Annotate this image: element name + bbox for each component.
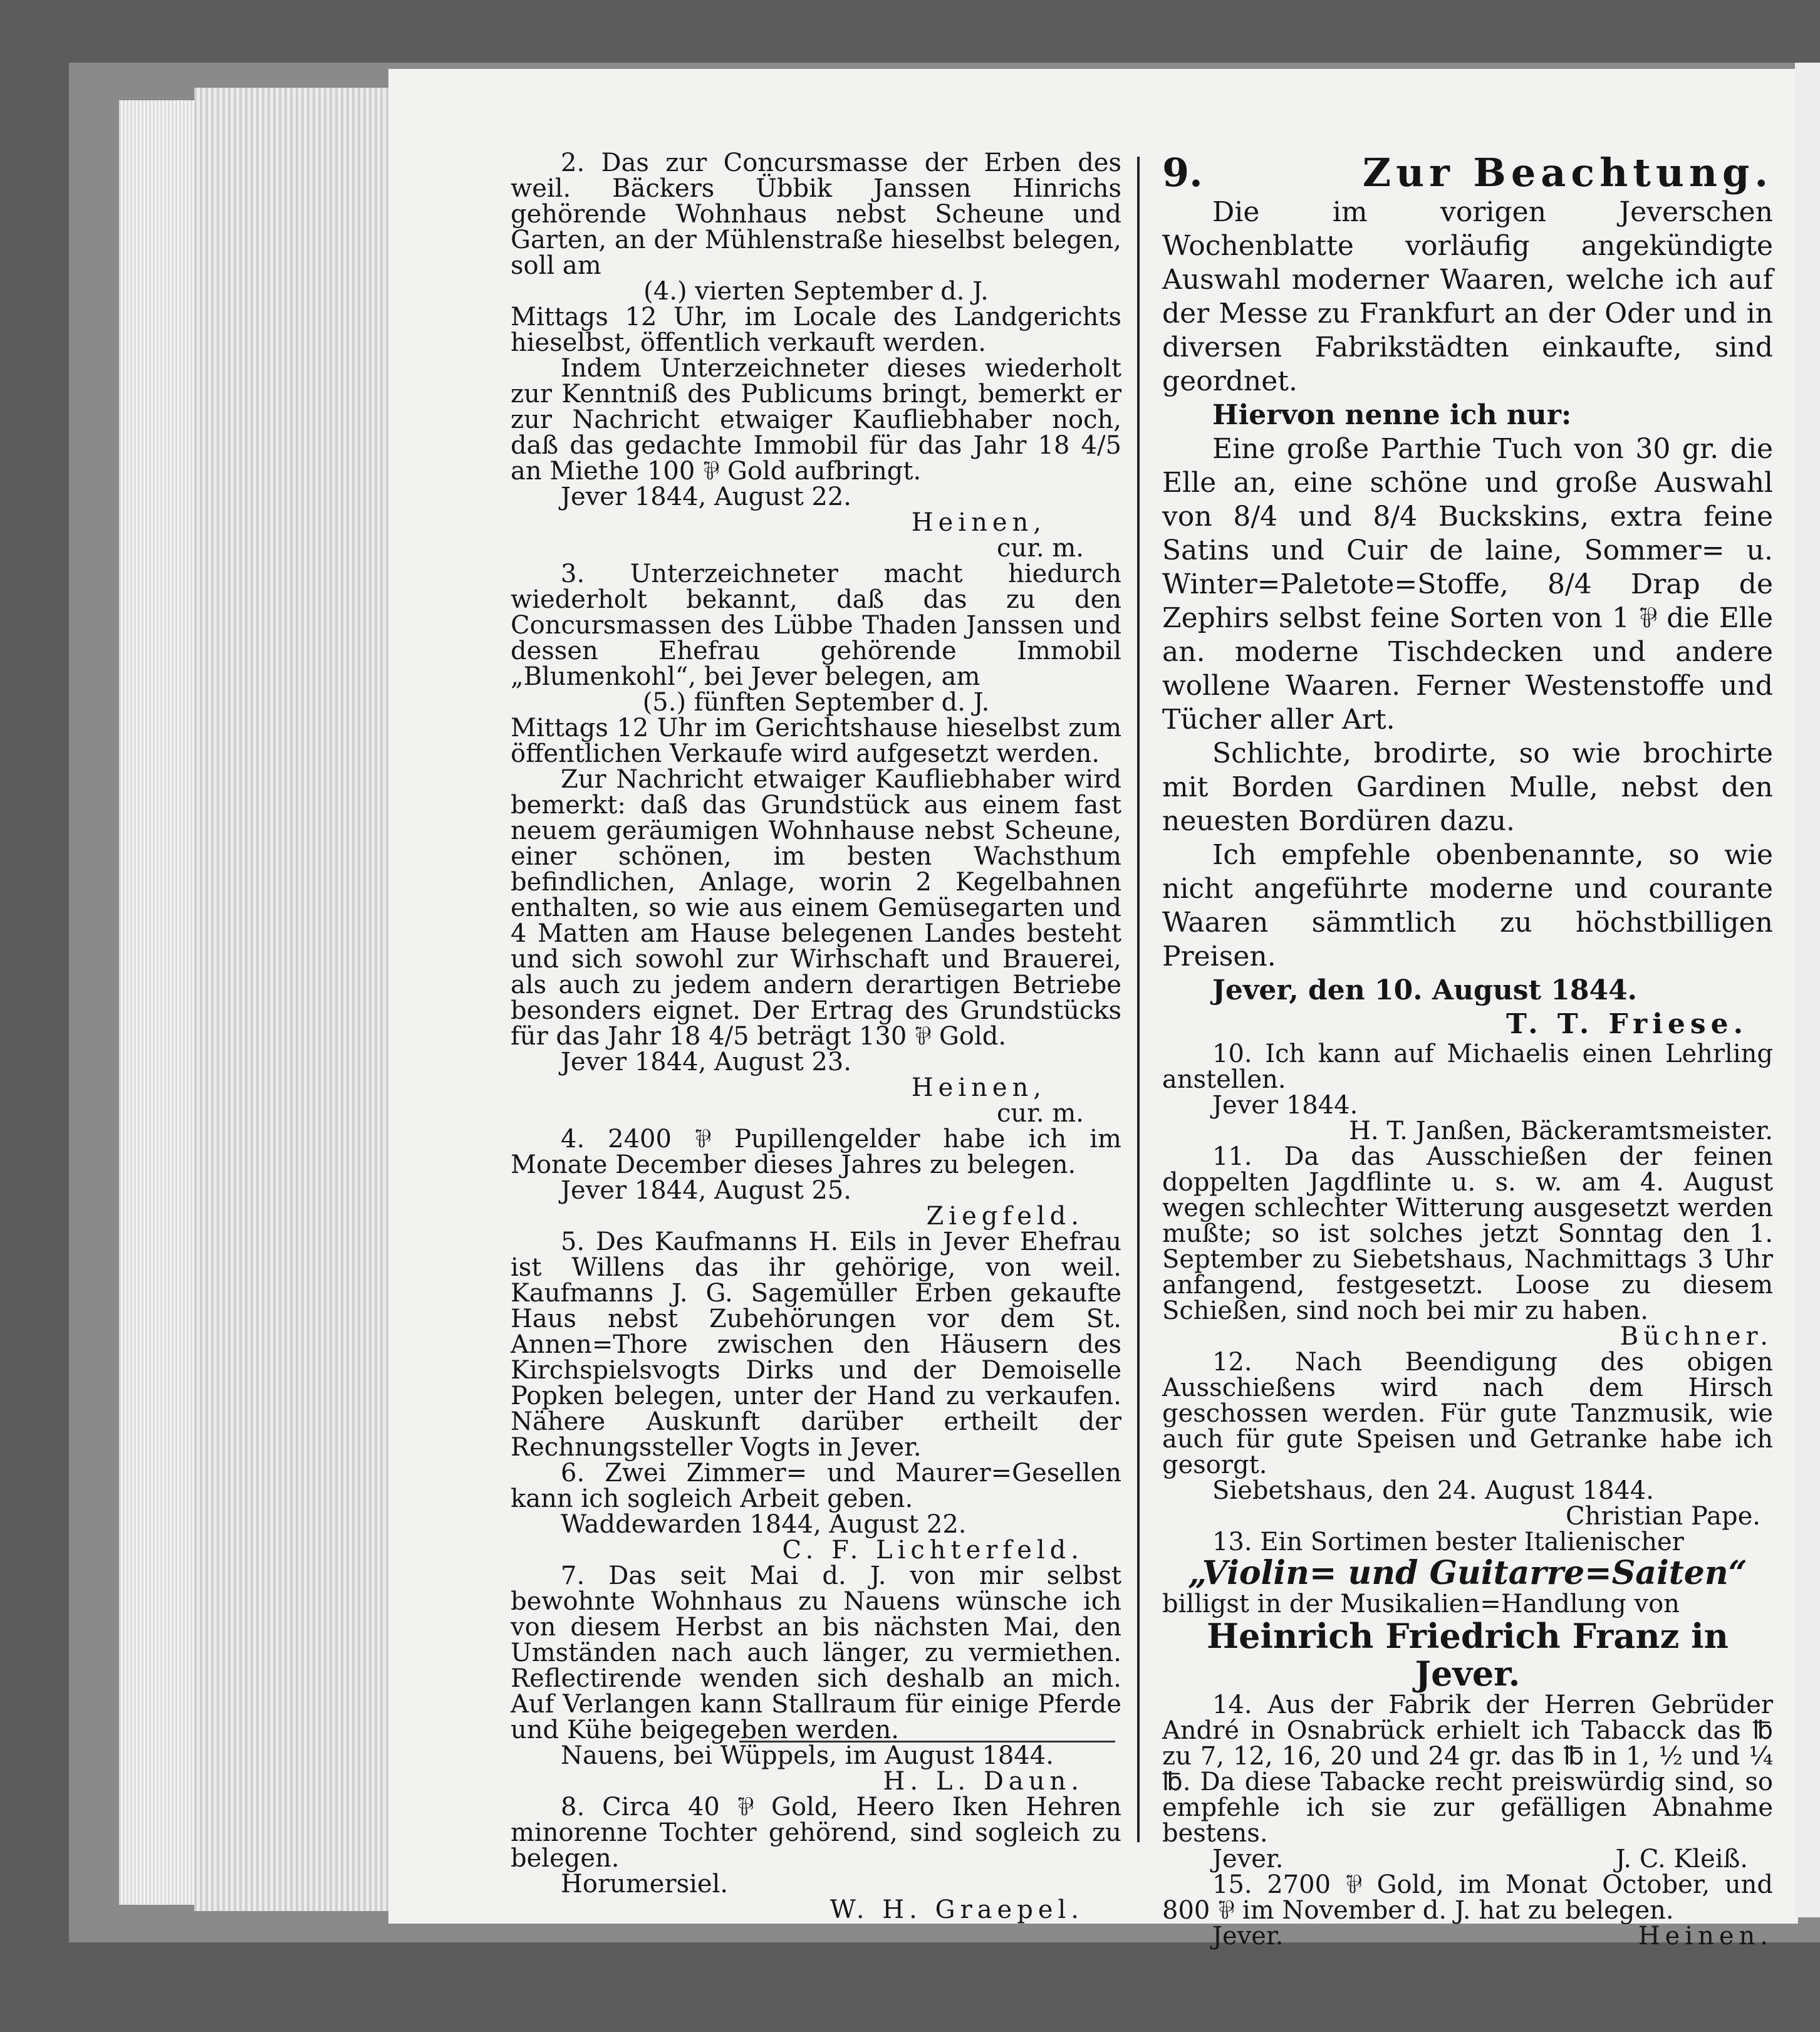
entry-3-signature: Heinen, bbox=[911, 1073, 1046, 1102]
entry-9-signature: T. T. Friese. bbox=[1506, 1008, 1748, 1040]
entry-2-text3: Indem Unterzeichneter dieses wiederholt zur Kenntniß des Publicums bringt, bemerkt er zur Nachricht etwaiger Kaufliebhaber noch, daß das gedachte Immobil für das Jahr 18 4/5 an Miethe 100 ⅌ Gold aufbringt. bbox=[511, 354, 1121, 486]
column-divider bbox=[1137, 157, 1140, 1842]
entry-12-place: Siebetshaus, den 24. August 1844. bbox=[1212, 1476, 1654, 1505]
entry-14-text: 14. Aus der Fabrik der Herren Gebrüder André in Osnabrück erhielt ich Tabacck das ℔ zu 7, 12, 16, 20 und 24 gr. das ℔ in 1, ½ und ¼ ℔. Da diese Tabacke recht preiswürdig sind, so empfehle ich sie zur gefälligen Abnahme bestens. bbox=[1162, 1691, 1773, 1848]
entry-13-text: 13. Ein Sortimen bester Italienischer bbox=[1212, 1528, 1684, 1556]
entry-14-signature: J. C. Kleiß. bbox=[1615, 1845, 1748, 1873]
entry-8-signature: W. H. Graepel. bbox=[829, 1895, 1084, 1924]
entry-6-place: Waddewarden 1844, August 22. bbox=[561, 1510, 967, 1539]
page-stack bbox=[194, 88, 401, 1911]
entry-9-text4: Schlichte, brodirte, so wie brochirte mit Borden Gardinen Mulle, nebst den neuesten Bordüren dazu. bbox=[1162, 737, 1773, 837]
entry-2-date: (4.) vierten September d. J. bbox=[643, 277, 989, 306]
right-column bbox=[1162, 150, 1773, 1949]
entry-9-place: Jever, den 10. August 1844. bbox=[1212, 974, 1638, 1006]
entry-10-text: 10. Ich kann auf Michaelis einen Lehrling anstellen. bbox=[1162, 1039, 1773, 1094]
entry-8-text: 8. Circa 40 ⅌ Gold, Heero Iken Hehren minorenne Tochter gehörend, sind sogleich zu belegen. bbox=[511, 1793, 1121, 1873]
entry-12-signature: Christian Pape. bbox=[1566, 1502, 1760, 1531]
entry-7-text: 7. Das seit Mai d. J. von mir selbst bewohnte Wohnhaus zu Nauens wünsche ich von diesem Herbst an bis nächsten Mai, den Umständen nach auch länger, zu vermiethen. Reflectirende wenden sich deshalb an mich. Auf Verlangen kann Stallraum für einige Pferde und Kühe beigegeben werden. bbox=[511, 1561, 1121, 1744]
entry-10-place: Jever 1844. bbox=[1212, 1091, 1358, 1120]
entry-9-number: 9. bbox=[1162, 150, 1203, 195]
entry-2-signature: Heinen, bbox=[911, 508, 1046, 537]
entry-10-signature: H. T. Janßen, Bäckeramtsmeister. bbox=[1349, 1117, 1773, 1145]
entry-11-signature: Büchner. bbox=[1620, 1322, 1773, 1351]
entry-7-place: Nauens, bei Wüppels, im August 1844. bbox=[561, 1741, 1054, 1770]
entry-7-signature: H. L. Daun. bbox=[883, 1767, 1084, 1796]
entry-9-heading bbox=[1162, 150, 1773, 195]
entry-3-date: (5.) fünften September d. J. bbox=[642, 688, 990, 717]
entry-6-text: 6. Zwei Zimmer= und Maurer=Gesellen kann ich sogleich Arbeit geben. bbox=[511, 1459, 1121, 1513]
entry-15-footer bbox=[1162, 1924, 1773, 1949]
entry-3-text: 3. Unterzeichneter macht hiedurch wiederholt bekannt, daß das zu den Concursmassen des Lübbe Thaden Janssen und dessen Ehefrau gehörende Immobil „Blumenkohl“, bei Jever belegen, am bbox=[511, 560, 1121, 691]
entry-13-title: „Violin= und Guitarre=Saiten“ bbox=[1188, 1554, 1747, 1592]
entry-9-title: Zur Beachtung. bbox=[1362, 150, 1773, 195]
entry-14-place: Jever. bbox=[1212, 1845, 1284, 1873]
entry-9-text2: Hiervon nenne ich nur: bbox=[1212, 399, 1572, 431]
book-spine-edge bbox=[119, 100, 207, 1905]
entry-2-place: Jever 1844, August 22. bbox=[561, 482, 851, 511]
entry-4-text: 4. 2400 ⅌ Pupillengelder habe ich im Monate December dieses Jahres zu belegen. bbox=[511, 1125, 1121, 1179]
entry-9-text: Die im vorigen Jeverschen Wochenblatte vorläufig angekündigte Auswahl moderner Waaren, welche ich auf der Messe zu Frankfurt an der Oder und in diversen Fabrikstädten einkaufte, sind geordnet. bbox=[1162, 196, 1773, 397]
entry-8-place: Horumersiel. bbox=[561, 1870, 729, 1899]
entry-3-text3: Zur Nachricht etwaiger Kaufliebhaber wird bemerkt: daß das Grundstück aus einem fast neuem geräumigen Wohnhause nebst Scheune, einer schönen, im besten Wachsthum befindlichen, Anlage, worin 2 Kegelbahnen enthalten, so wie aus einem Gemüsegarten und 4 Matten am Hause belegenen Landes besteht und sich sowohl zur Wirhschaft und Brauerei, als auch zu jedem andern derartigen Betriebe besonders eignet. Der Ertrag des Grundstücks für das Jahr 18 4/5 beträgt 130 ⅌ Gold. bbox=[511, 765, 1121, 1051]
entry-6-signature: C. F. Lichterfeld. bbox=[782, 1536, 1084, 1565]
entry-3-text2: Mittags 12 Uhr im Gerichtshause hieselbst zum öffentlichen Verkaufe wird aufgesetzt werden. bbox=[511, 714, 1121, 768]
entry-4-place: Jever 1844, August 25. bbox=[561, 1176, 851, 1205]
next-page-edge bbox=[1795, 63, 1820, 1917]
left-column bbox=[511, 150, 1121, 1923]
entry-13-text2: billigst in der Musikalien=Handlung von bbox=[1162, 1590, 1680, 1618]
entry-2-signature-role: cur. m. bbox=[997, 534, 1084, 563]
entry-4-signature: Ziegfeld. bbox=[926, 1202, 1084, 1231]
entry-2-text: 2. Das zur Concursmasse der Erben des weil. Bäckers Übbik Janssen Hinrichs gehörende Wohnhaus nebst Scheune und Garten, an der Mühlenstraße hieselbst belegen, soll am bbox=[511, 148, 1121, 280]
entry-3-place: Jever 1844, August 23. bbox=[561, 1048, 851, 1076]
entry-2-text2: Mittags 12 Uhr, im Locale des Landgerichts hieselbst, öffentlich verkauft werden. bbox=[511, 303, 1121, 357]
entry-9-text5: Ich empfehle obenbenannte, so wie nicht angeführte moderne und courante Waaren sämmtlich zu höchstbilligen Preisen. bbox=[1162, 839, 1773, 972]
entry-15-signature: Heinen. bbox=[1638, 1922, 1773, 1951]
entry-3-signature-role: cur. m. bbox=[997, 1099, 1084, 1128]
entry-12-text: 12. Nach Beendigung des obigen Ausschießens wird nach dem Hirsch geschossen werden. Für gute Tanzmusik, wie auch für gute Speisen und Getranke habe ich gesorgt. bbox=[1162, 1348, 1773, 1479]
entry-15-text: 15. 2700 ⅌ Gold, im Monat October, und 800 ⅌ im November d. J. hat zu belegen. bbox=[1162, 1870, 1773, 1925]
entry-9-text3: Eine große Parthie Tuch von 30 gr. die Elle an, eine schöne und große Auswahl von 8/4 und 8/4 Buckskins, extra feine Satins und Cuir de laine, Sommer= u. Winter=Paletote=Stoffe, 8/4 Drap de Zephirs selbst feine Sorten von 1 ⅌ die Elle an. moderne Tischdecken und andere wollene Waaren. Ferner Westenstoffe und Tücher aller Art. bbox=[1162, 433, 1773, 736]
entry-15-place: Jever. bbox=[1212, 1922, 1284, 1951]
entry-13-merchant-name: Heinrich Friedrich Franz in Jever. bbox=[1207, 1616, 1729, 1694]
entry-11-text: 11. Da das Ausschießen der feinen doppelten Jagdflinte u. s. w. am 4. August wegen schlechter Witterung ausgesetzt werden mußte; so ist solches jetzt Sonntag den 1. September zu Siebetshaus, Nachmittags 3 Uhr anfangend, festgesetzt. Loose zu diesem Schießen, sind noch bei mir zu haben. bbox=[1162, 1142, 1773, 1325]
entry-14-footer bbox=[1162, 1847, 1773, 1872]
entry-5-text: 5. Des Kaufmanns H. Eils in Jever Ehefrau ist Willens das ihr gehörige, von weil. Kaufmanns J. G. Sagemüller Erben gekaufte Haus nebst Zubehörungen vor dem St. Annen=Thore zwischen den Häusern des Kirchspielsvogts Dirks und der Demoiselle Popken belegen, unter der Hand zu verkaufen. Nähere Auskunft darüber ertheilt der Rechnungssteller Vogts in Jever. bbox=[511, 1227, 1121, 1462]
